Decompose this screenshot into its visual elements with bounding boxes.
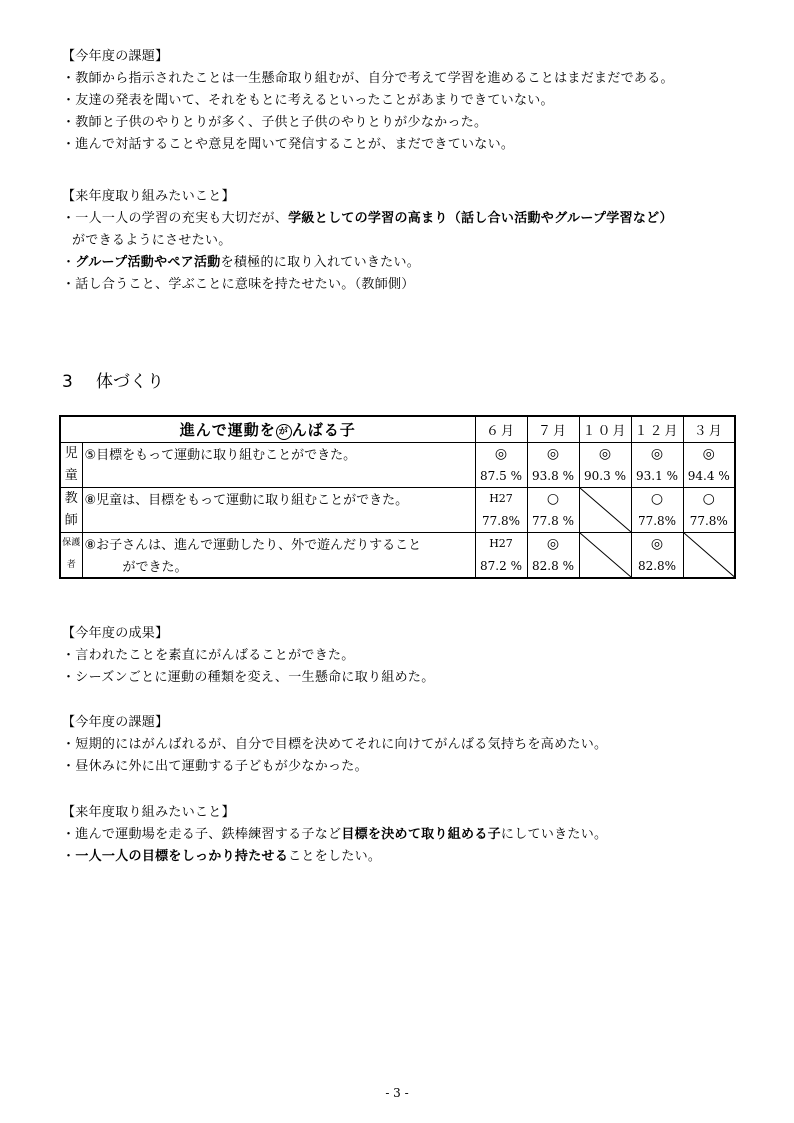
slash-line xyxy=(580,533,631,577)
item-cell: ができた。 xyxy=(82,555,475,578)
respondent-cell: 師 xyxy=(60,510,82,533)
value-cell: 77.8% xyxy=(683,510,735,533)
value-cell: 77.8% xyxy=(475,510,527,533)
table-row xyxy=(60,487,735,510)
item-cell xyxy=(82,510,475,533)
next-year-heading-1: 【来年度取り組みたいこと】 xyxy=(62,189,235,204)
result-item: ・言われたことを素直にがんばることができた。 xyxy=(62,648,355,663)
issues-heading-1: 【今年度の課題】 xyxy=(62,49,169,64)
issue-item: ・進んで対話することや意見を聞いて発信することが、まだできていない。 xyxy=(62,137,515,152)
text-span: ・ xyxy=(62,255,76,270)
value-cell: 77.8% xyxy=(631,510,683,533)
value-cell: 87.2 % xyxy=(475,555,527,578)
issues-heading-3: 【今年度の課題】 xyxy=(62,715,169,730)
empty-slash-cell xyxy=(579,532,631,578)
symbol-cell: ◎ xyxy=(475,442,527,465)
month-header: １０月 xyxy=(579,416,631,442)
section-number: 3 xyxy=(62,372,73,392)
table-row xyxy=(60,510,735,533)
section-title: 体づくり xyxy=(96,372,164,392)
table-title xyxy=(60,416,475,442)
next-year-item xyxy=(62,848,381,866)
emphasis-text: グループ活動やペア活動 xyxy=(75,255,221,270)
empty-slash-cell xyxy=(579,487,631,532)
respondent-cell: 児 xyxy=(60,442,82,465)
next-year-item xyxy=(62,210,673,228)
emphasis-text: 学級としての学習の高まり（話し合い活動やグループ学習など） xyxy=(288,211,673,226)
issue-item: ・教師から指示されたことは一生懸命取り組むが、自分で考えて学習を進めることはまだまだである。 xyxy=(62,71,674,86)
symbol-cell: ○ xyxy=(527,487,579,510)
respondent-cell: 童 xyxy=(60,465,82,488)
item-cell xyxy=(82,465,475,488)
text-span: を積極的に取り入れていきたい。 xyxy=(220,255,421,270)
next-year-item xyxy=(62,254,420,272)
value-cell: 77.8 % xyxy=(527,510,579,533)
month-header: １２月 xyxy=(631,416,683,442)
text-span: ・進んで運動場を走る子、鉄棒練習する子など xyxy=(62,827,342,842)
issue-item: ・友達の発表を聞いて、それをもとに考えるといったことがあまりできていない。 xyxy=(62,93,554,108)
slash-line xyxy=(580,488,631,532)
month-header: ３月 xyxy=(683,416,735,442)
emphasis-text: 一人一人の目標をしっかり持たせる xyxy=(75,849,289,864)
slash-line xyxy=(684,533,735,577)
symbol-cell: ◎ xyxy=(579,442,631,465)
symbol-cell: H27 xyxy=(475,487,527,510)
table-header-row xyxy=(60,416,735,442)
text-span: ・ xyxy=(62,849,76,864)
item-cell: ⑧お子さんは、進んで運動したり、外で遊んだりすること xyxy=(82,532,475,555)
value-cell: 82.8% xyxy=(631,555,683,578)
symbol-cell: ◎ xyxy=(527,532,579,555)
next-year-item-continued: ができるようにさせたい。 xyxy=(72,233,232,248)
title-text: んばる子 xyxy=(291,420,356,439)
table-row xyxy=(60,532,735,555)
survey-table xyxy=(59,415,736,579)
symbol-cell: ○ xyxy=(683,487,735,510)
circled-char: が xyxy=(276,424,292,440)
symbol-cell: ◎ xyxy=(683,442,735,465)
table-row xyxy=(60,442,735,465)
result-item: ・シーズンごとに運動の種類を変え、一生懸命に取り組めた。 xyxy=(62,670,435,685)
respondent-cell: 保護 xyxy=(60,532,82,555)
value-cell: 93.8 % xyxy=(527,465,579,488)
issue-item: ・昼休みに外に出て運動する子どもが少なかった。 xyxy=(62,759,368,774)
item-cell: ⑧児童は、目標をもって運動に取り組むことができた。 xyxy=(82,487,475,510)
table-row xyxy=(60,465,735,488)
month-header: ７月 xyxy=(527,416,579,442)
symbol-cell: ○ xyxy=(631,487,683,510)
value-cell: 82.8 % xyxy=(527,555,579,578)
page-number: - 3 - xyxy=(385,1086,409,1100)
text-span: ことをしたい。 xyxy=(288,849,382,864)
respondent-cell: 教 xyxy=(60,487,82,510)
respondent-cell: 者 xyxy=(60,555,82,578)
text-span: ・一人一人の学習の充実も大切だが、 xyxy=(62,211,289,226)
symbol-cell: ◎ xyxy=(527,442,579,465)
value-cell: 87.5 % xyxy=(475,465,527,488)
value-cell: 93.1 % xyxy=(631,465,683,488)
item-cell: ⑤目標をもって運動に取り組むことができた。 xyxy=(82,442,475,465)
issue-item: ・短期的にはがんばれるが、自分で目標を決めてそれに向けてがんばる気持ちを高めたい。 xyxy=(62,737,608,752)
text-span: にしていきたい。 xyxy=(500,827,608,842)
section-heading xyxy=(62,372,164,392)
value-cell: 90.3 % xyxy=(579,465,631,488)
emphasis-text: 目標を決めて取り組める子 xyxy=(341,827,501,842)
next-year-item: ・話し合うこと、学ぶことに意味を持たせたい。（教師側） xyxy=(62,277,415,292)
next-year-heading-3: 【来年度取り組みたいこと】 xyxy=(62,805,235,820)
issue-item: ・教師と子供のやりとりが多く、子供と子供のやりとりが少なかった。 xyxy=(62,115,488,130)
empty-slash-cell xyxy=(683,532,735,578)
symbol-cell: ◎ xyxy=(631,442,683,465)
table-row xyxy=(60,555,735,578)
symbol-cell: ◎ xyxy=(631,532,683,555)
title-text: 進んで運動を xyxy=(179,420,276,439)
month-header: ６月 xyxy=(475,416,527,442)
value-cell: 94.4 % xyxy=(683,465,735,488)
symbol-cell: H27 xyxy=(475,532,527,555)
results-heading: 【今年度の成果】 xyxy=(62,626,169,641)
next-year-item xyxy=(62,826,607,844)
